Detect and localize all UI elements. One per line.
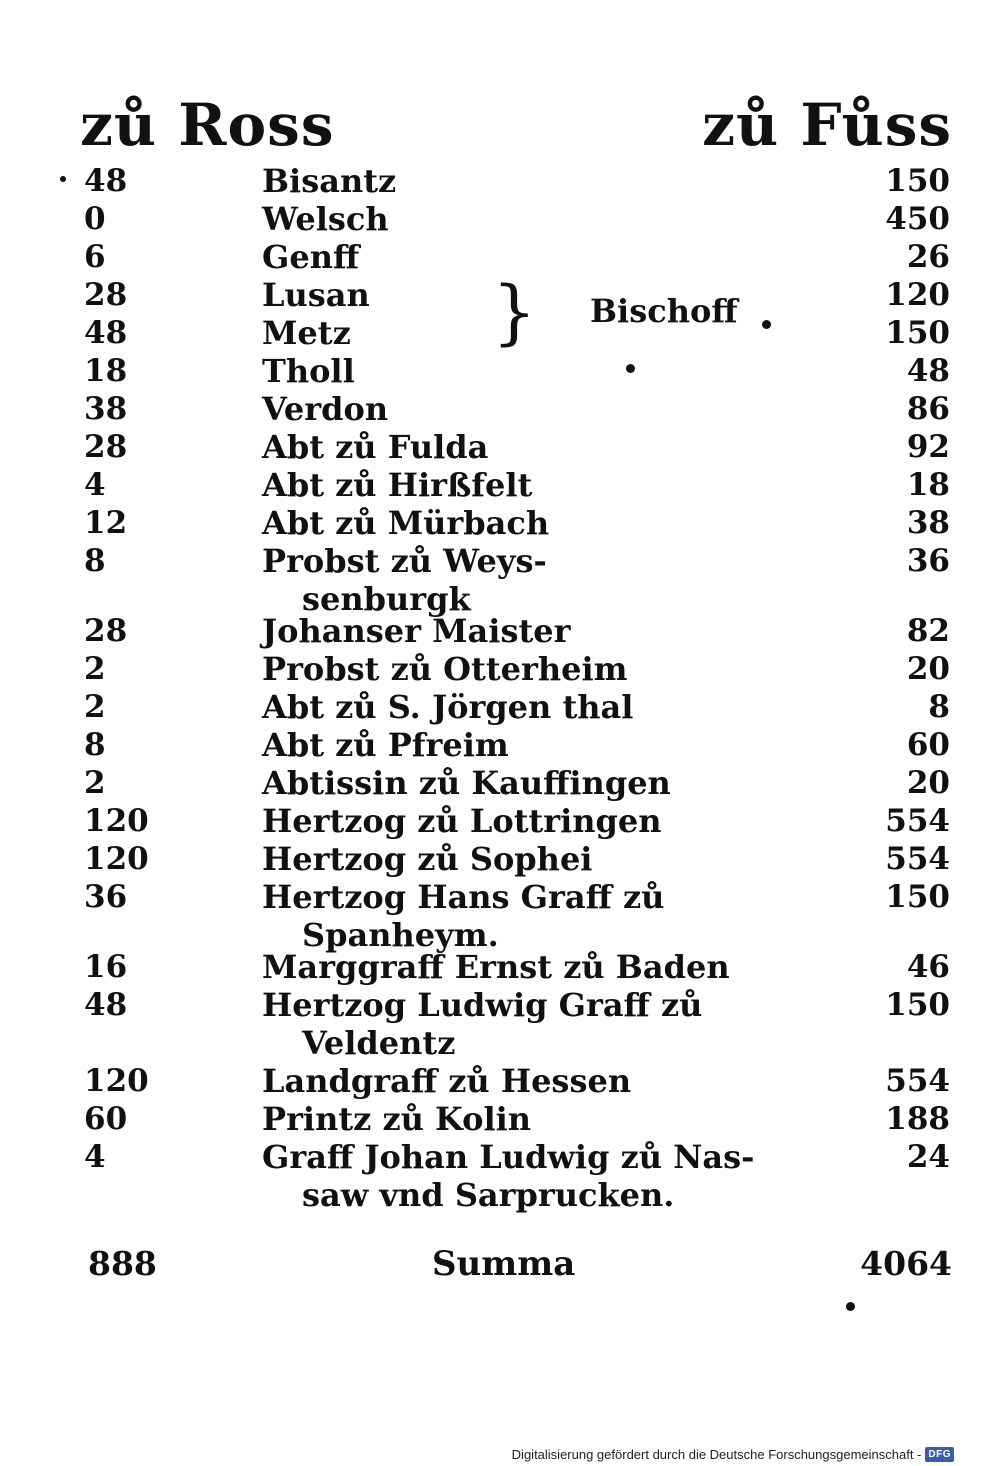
entry-name: Printz zů Kolin (262, 1100, 532, 1138)
cavalry-value: 2 (84, 651, 106, 687)
cavalry-value: 38 (84, 391, 128, 427)
entry-name (262, 878, 762, 954)
group-label: Bischoff (590, 292, 738, 330)
infantry-value: 150 (885, 315, 950, 351)
entry-name: Metz (262, 314, 351, 352)
cavalry-value: 8 (84, 727, 106, 763)
cavalry-value: 28 (84, 613, 128, 649)
entry-name: Tholl (262, 352, 355, 390)
entry-name: Abt zů Hirßfelt (262, 466, 533, 504)
cavalry-value: 120 (84, 841, 149, 877)
header-left: zů Ross (80, 91, 335, 159)
cavalry-value: 60 (84, 1101, 128, 1137)
cavalry-value: 48 (84, 315, 128, 351)
infantry-value: 150 (885, 163, 950, 199)
cavalry-value: 48 (84, 163, 128, 199)
entry-name: Probst zů Otterheim (262, 650, 628, 688)
total-cavalry: 888 (88, 1244, 157, 1283)
entry-name: Verdon (262, 390, 389, 428)
entry-name (262, 542, 762, 618)
margin-dot (60, 176, 66, 182)
credit-text: Digitalisierung gefördert durch die Deutsche Forschungsgemeinschaft - (511, 1447, 922, 1462)
entry-name-line2: Veldentz (302, 1024, 456, 1062)
entry-name-line1: Probst zů Weys- (262, 542, 547, 580)
infantry-value: 20 (906, 651, 950, 687)
entry-name: Bisantz (262, 162, 397, 200)
entry-name: Johanser Maister (262, 612, 571, 650)
infantry-value: 26 (906, 239, 950, 275)
entry-name-line2: Spanheym. (302, 916, 499, 954)
entry-name: Abt zů Pfreim (262, 726, 509, 764)
entry-name-line1: Graff Johan Ludwig zů Nas- (262, 1138, 755, 1176)
cavalry-value: 0 (84, 201, 106, 237)
cavalry-value: 16 (84, 949, 128, 985)
cavalry-value: 8 (84, 543, 106, 579)
entry-name: Abtissin zů Kauffingen (262, 764, 671, 802)
entry-name: Welsch (262, 200, 389, 238)
infantry-value: 48 (906, 353, 950, 389)
infantry-value: 188 (885, 1101, 950, 1137)
entry-name-line2: saw vnd Sarprucken. (302, 1176, 675, 1214)
cavalry-value: 6 (84, 239, 106, 275)
entry-name (262, 1138, 762, 1214)
infantry-value: 120 (885, 277, 950, 313)
entry-name: Lusan (262, 276, 370, 314)
summary-row (0, 1244, 1000, 1294)
infantry-value: 38 (906, 505, 950, 541)
header-right: zů Fůss (702, 91, 952, 159)
entry-name-line1: Hertzog Ludwig Graff zů (262, 986, 703, 1024)
infantry-value: 18 (906, 467, 950, 503)
infantry-value: 82 (906, 613, 950, 649)
infantry-value: 92 (906, 429, 950, 465)
cavalry-value: 2 (84, 689, 106, 725)
infantry-value: 150 (885, 879, 950, 915)
cavalry-value: 48 (84, 987, 128, 1023)
entry-name: Abt zů Fulda (262, 428, 489, 466)
infantry-value: 24 (906, 1139, 950, 1175)
digitization-credit (512, 1447, 954, 1462)
infantry-value: 554 (885, 803, 950, 839)
entry-name (262, 986, 762, 1062)
infantry-value: 46 (906, 949, 950, 985)
entry-name: Marggraff Ernst zů Baden (262, 948, 730, 986)
brace-mark: } (492, 271, 537, 353)
cavalry-value: 120 (84, 803, 149, 839)
cavalry-value: 120 (84, 1063, 149, 1099)
margin-dot (762, 320, 771, 329)
cavalry-value: 4 (84, 1139, 106, 1175)
entry-name-line1: Hertzog Hans Graff zů (262, 878, 665, 916)
margin-dot (846, 1302, 855, 1311)
cavalry-value: 28 (84, 277, 128, 313)
infantry-value: 554 (885, 841, 950, 877)
cavalry-value: 28 (84, 429, 128, 465)
entry-name: Abt zů S. Jörgen thal (262, 688, 634, 726)
cavalry-value: 2 (84, 765, 106, 801)
entry-name: Landgraff zů Hessen (262, 1062, 632, 1100)
summary-label: Summa (432, 1244, 576, 1284)
entry-name-line2: senburgk (302, 580, 471, 618)
infantry-value: 150 (885, 987, 950, 1023)
cavalry-value: 18 (84, 353, 128, 389)
infantry-value: 36 (906, 543, 950, 579)
infantry-value: 554 (885, 1063, 950, 1099)
infantry-value: 20 (906, 765, 950, 801)
cavalry-value: 12 (84, 505, 128, 541)
infantry-value: 8 (928, 689, 950, 725)
infantry-value: 450 (885, 201, 950, 237)
dfg-logo: DFG (925, 1447, 954, 1462)
cavalry-value: 36 (84, 879, 128, 915)
infantry-value: 86 (906, 391, 950, 427)
entry-name: Abt zů Mürbach (262, 504, 550, 542)
entry-name: Hertzog zů Sophei (262, 840, 593, 878)
entry-name: Hertzog zů Lottringen (262, 802, 662, 840)
cavalry-value: 4 (84, 467, 106, 503)
entry-name: Genff (262, 238, 360, 276)
total-infantry: 4064 (860, 1244, 952, 1283)
infantry-value: 60 (906, 727, 950, 763)
